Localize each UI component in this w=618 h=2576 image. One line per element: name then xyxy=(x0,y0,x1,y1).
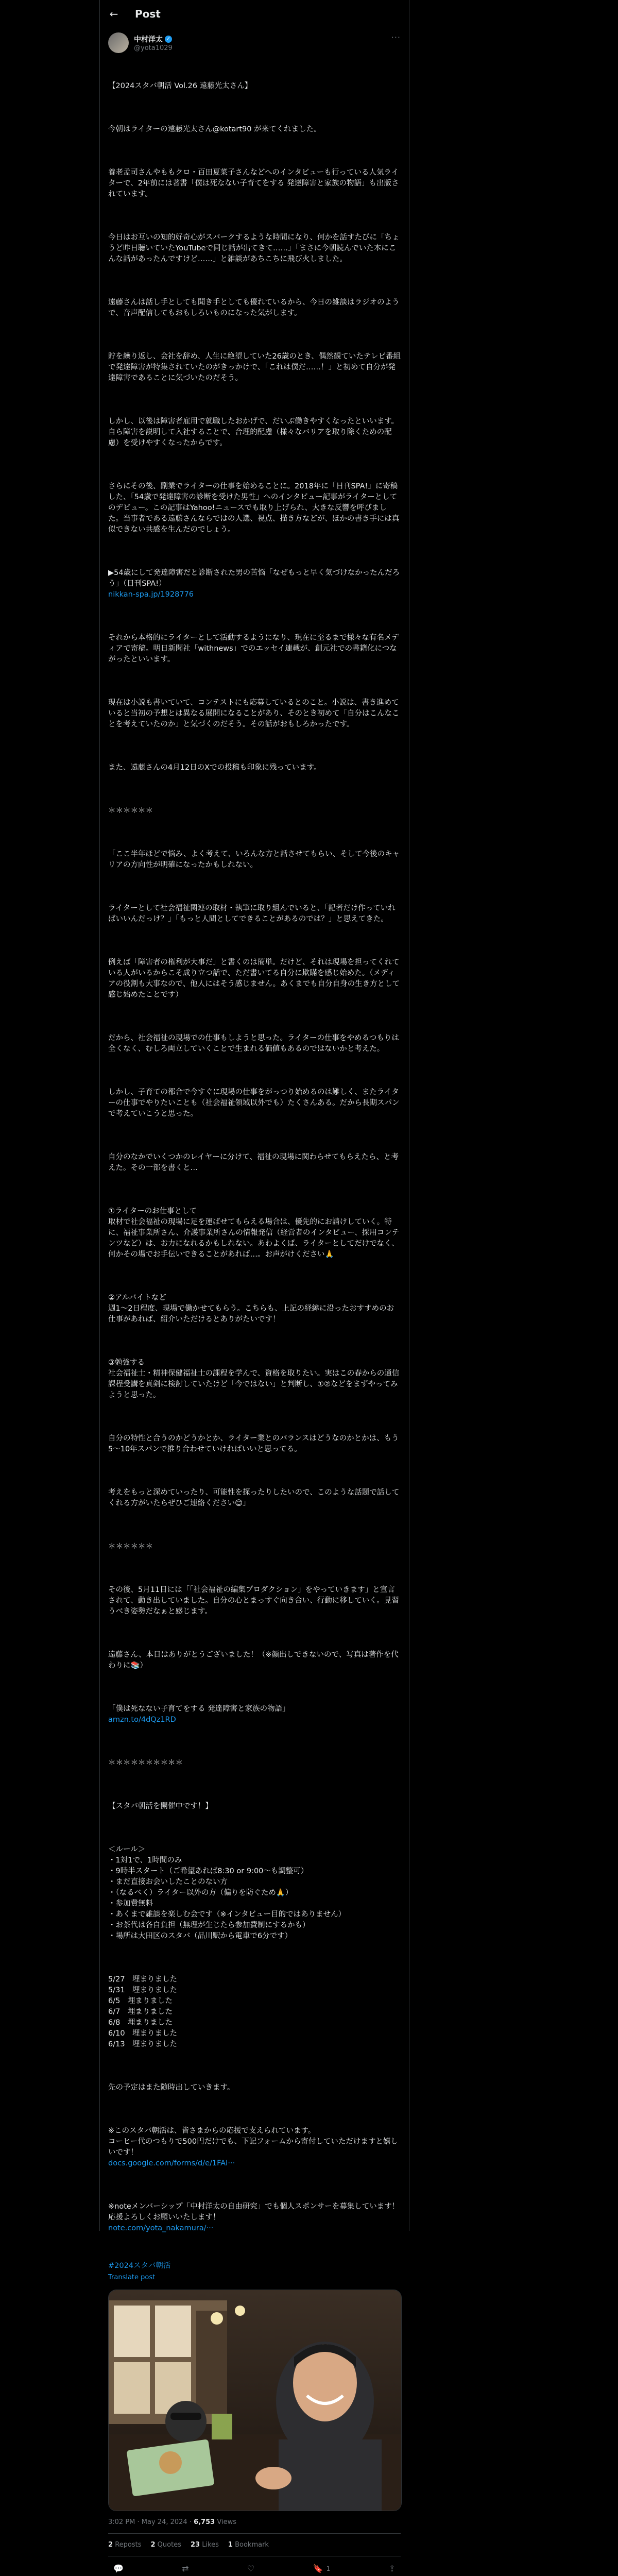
engagement-stats xyxy=(108,2541,401,2549)
likes-stat[interactable]: 23 Likes xyxy=(190,2541,219,2549)
arrow-left-icon: ← xyxy=(109,7,118,20)
bookmark-button[interactable] xyxy=(313,2564,331,2573)
para: しかし、以後は障害者雇用で就職したおかげで、だいぶ働きやすくなったといいます。自ら障害を説明して入社することで、合理的配慮（様々なバリアを取り除くための配慮）を受けやすくなったからです。 xyxy=(108,417,399,447)
hashtag[interactable]: #2024スタバ朝活 xyxy=(108,2262,171,2270)
link-note[interactable]: note.com/yota_nakamura/··· xyxy=(108,2224,214,2232)
translate-button[interactable]: Translate post xyxy=(108,2274,156,2281)
para: 「僕は死なない子育てをする 発達障害と家族の物語」 xyxy=(108,1705,290,1713)
link-forms[interactable]: docs.google.com/forms/d/e/1FAI··· xyxy=(108,2159,235,2167)
heart-icon: ♡ xyxy=(247,2564,255,2573)
back-button[interactable] xyxy=(108,8,119,20)
para: 【2024スタバ朝活 Vol.26 遠藤光太さん】 xyxy=(108,82,252,90)
tweet-meta: 3:02 PM · May 24, 2024 · 6,753 Views xyxy=(108,2518,236,2526)
link-amazon[interactable]: amzn.to/4dQz1RD xyxy=(108,1716,176,1724)
share-icon: ⇪ xyxy=(388,2564,396,2573)
para: その後、5月11日には「「社会福祉の編集プロダクション」をやっていきます」と宣言されて、動き出していました。自分の心とまっすぐ向き合い、行動に移していく。見習うべき姿勢だなぁと感じます。 xyxy=(108,1586,399,1616)
author-info[interactable] xyxy=(108,32,173,53)
post-time[interactable]: 3:02 PM xyxy=(108,2518,135,2526)
header xyxy=(100,0,409,27)
para: ③勉強する 社会福祉士・精神保健福祉士の課程を学んで、資格を取りたい。実はこの春からの通信課程受講を真剣に検討していたけど「今ではない」と判断し、①②などをまずやってみようと思った。 xyxy=(108,1359,400,1399)
para: ①ライターのお仕事として 取材で社会福祉の現場に足を運ばせてもらえる場合は、優先的にお請けしていく。特に、福祉事業所さん、介護事業所さんの情報発信（経営者のインタビュー、採用コンテンツなど）は、お力になれるかもしれない。あわよくば、ライターとしてだけでなく、何かその場でお手伝いできることがあれば…。お声がけください🙏 xyxy=(108,1207,400,1259)
para: 考えをもっと深めていったり、可能性を探ったりしたいので、このような話題で話してくれる方がいたらぜひご連絡ください😊」 xyxy=(108,1488,400,1507)
para: ▶54歳にして発達障害だと診断された男の苦悩「なぜもっと早く気づけなかったんだろう」（日刊SPA!） xyxy=(108,569,400,588)
para: ＊＊＊＊＊＊ xyxy=(108,807,153,815)
tweet xyxy=(100,27,409,2576)
verified-badge-icon: ✓ xyxy=(165,36,172,43)
author-handle[interactable]: @yota1029 xyxy=(134,44,173,52)
para: 今日はお互いの知的好奇心がスパークするような時間になり、何かを話すたびに「ちょうど昨日聴いていたYouTubeで同じ話が出てきて……」「まさに今朝読んでいた本にこんな話があったんですけど……」と雑談があちこちに飛び火しました。 xyxy=(108,233,400,263)
repost-button[interactable] xyxy=(182,2564,188,2573)
avatar[interactable] xyxy=(108,32,129,53)
para: ※noteメンバーシップ「中村洋太の自由研究」でも個人スポンサーを募集しています！応援よろしくお願いいたします！ xyxy=(108,2202,400,2222)
para: ＊＊＊＊＊＊ xyxy=(108,1543,153,1551)
para: 遠藤さん、本日はありがとうございました！（※顔出しできないので、写真は著作を代わりに📚） xyxy=(108,1651,399,1670)
para: それから本格的にライターとして活動するようになり、現在に至るまで様々な有名メディアで寄稿。明日新聞社「withnews」でのエッセイ連載が、創元社での書籍化につながったといいます。 xyxy=(108,634,400,664)
para: さらにその後、副業でライターの仕事を始めることに。2018年に「日刊SPA!」に寄稿した、「54歳で発達障害の診断を受けた男性」へのインタビュー記事がライターとしてのデビュー。この記事はYahoo!ニュースでも取り上げられ、大きな反響を呼びました。当事者である遠藤さんならではの人選、視点、描き方などが、ほかの書き手には真似できない共感を生んだのでしょう。 xyxy=(108,482,400,534)
more-icon[interactable]: ··· xyxy=(391,32,401,42)
repost-icon: ⇄ xyxy=(182,2564,189,2573)
like-button[interactable] xyxy=(247,2564,254,2573)
reposts-stat[interactable]: 2 Reposts xyxy=(108,2541,142,2549)
para: だから、社会福祉の現場での仕事もしようと思った。ライターの仕事をやめるつもりは全くなく、むしろ両立していくことで生まれる価値もあるのではないかと考えた。 xyxy=(108,1034,399,1053)
para: 「ここ半年ほどで悩み、よく考えて、いろんな方と話させてもらい、そして今後のキャリアの方向性が明確になったかもしれない。 xyxy=(108,850,400,869)
reply-icon: 💬 xyxy=(113,2564,124,2573)
para: 自分のなかでいくつかのレイヤーに分けて、福祉の現場に関わらせてもらえたら、と考えた。その一部を書くと… xyxy=(108,1153,399,1172)
action-bar xyxy=(108,2564,401,2573)
para: 5/27 埋まりました 5/31 埋まりました 6/5 埋まりました 6/7 埋まりました 6/8 埋まりました 6/10 埋まりました 6/13 埋まりました xyxy=(108,1975,178,2048)
post-date[interactable]: May 24, 2024 xyxy=(141,2518,187,2526)
para: 貯を繰り返し、会社を辞め、人生に絶望していた26歳のとき、偶然観ていたテレビ番組で発達障害が特集されていたのがきっかけで、「これは僕だ……！」と初めて自分が発達障害であることに気づいたのだそう。 xyxy=(108,352,401,382)
quotes-stat[interactable]: 2 Quotes xyxy=(150,2541,181,2549)
para: 今朝はライターの遠藤光太さん@kotart90 が来てくれました。 xyxy=(108,125,321,133)
views-count: 6,753 xyxy=(194,2518,215,2526)
views-label: Views xyxy=(217,2518,236,2526)
para: 遠藤さんは話し手としても聞き手としても優れているから、今日の雑談はラジオのようで、音声配信してもおもしろいものになった気がします。 xyxy=(108,298,400,317)
para: ライターとして社会福祉関連の取材・執筆に取り組んでいると、「記者だけ作っていればいいんだっけ？」「もっと人間としてできることがあるのでは？」と思えてきた。 xyxy=(108,904,396,923)
page-title: Post xyxy=(135,7,161,20)
divider xyxy=(108,2533,401,2534)
main-column xyxy=(99,0,409,2573)
bookmark-icon: 🔖 xyxy=(313,2564,323,2573)
tweet-body xyxy=(108,59,401,2262)
reply-button[interactable] xyxy=(113,2564,124,2573)
para: ※このスタバ朝活は、皆さまからの応援で支えられています。 コーヒー代のつもりで500円だけでも、下記フォームから寄付していただけますと嬉しいです！ xyxy=(108,2127,398,2157)
share-button[interactable] xyxy=(389,2564,396,2573)
para: ＜ルール＞ ・1対1で、1時間のみ ・9時半スタート（ご希望あれば8:30 or 9:00〜も調整可） ・まだ直接お会いしたことのない方 ・（なるべく）ライター以外の方（偏りを防ぐため🙏） ・参加費無料 ・あくまで雑談を楽しむ会です（※インタビュー目的ではありません） ・お茶代は各自負担（無理が生じたら参加費制にするかも） ・場所は大田区のスタバ（品川駅から電車で6分です） xyxy=(108,1845,346,1940)
para: 【スタバ朝活を開催中です！】 xyxy=(108,1802,213,1810)
para: 先の予定はまた随時出していきます。 xyxy=(108,2083,235,2092)
para: 養老孟司さんやももクロ・百田夏菜子さんなどへのインタビューも行っている人気ライターで、2年前には著書「僕は死なない子育てをする 発達障害と家族の物語」も出版されています。 xyxy=(108,168,399,198)
para: しかし、子育ての都合で今すぐに現場の仕事をがっつり始めるのは難しく、またライターの仕事でやりたいことも（社会福祉領域以外でも）たくさんある。だから長期スパンで考えていこうと思った。 xyxy=(108,1088,400,1118)
author-row xyxy=(108,32,401,53)
author-name[interactable]: 中村洋太 xyxy=(134,35,163,44)
para: ＊＊＊＊＊＊＊＊＊＊ xyxy=(108,1759,183,1767)
para: ②アルバイトなど 週1〜2日程度、現場で働かせてもらう。こちらも、上記の経緯に沿ったおすすめのお仕事があれば、紹介いただけるとありがたいです！ xyxy=(108,1294,394,1324)
bookmarks-stat[interactable]: 1 Bookmark xyxy=(228,2541,269,2549)
para: 現在は小説も書いていて、コンテストにも応募しているとのこと。小説は、書き進めていると当初の予想とは異なる展開になることがあり、そのとき初めて「自分はこんなことを考えていたのか」と気づくのだそう。その話がおもしろかったです。 xyxy=(108,699,400,728)
para: また、遠藤さんの4月12日のXでの投稿も印象に残っています。 xyxy=(108,764,321,772)
bookmark-count: 1 xyxy=(326,2565,331,2572)
para: 自分の特性と合うのかどうかとか、ライター業とのバランスはどうなのかとかは、もう5〜10年スパンで推り合わせていければいいと思ってる。 xyxy=(108,1434,399,1453)
link-nikkan[interactable]: nikkan-spa.jp/1928776 xyxy=(108,590,194,599)
photo[interactable] xyxy=(108,2290,402,2511)
para: 例えば「障害者の権利が大事だ」と書くのは簡単。だけど、それは現場を担ってくれている人がいるからこそ成り立つ話で、ただ書いてる自分に欺瞞を感じ始めた。（メディアの役割も大事なので、他人にはそう感じません。あくまでも自分自身の生き方として感じ始めたことです） xyxy=(108,958,400,999)
